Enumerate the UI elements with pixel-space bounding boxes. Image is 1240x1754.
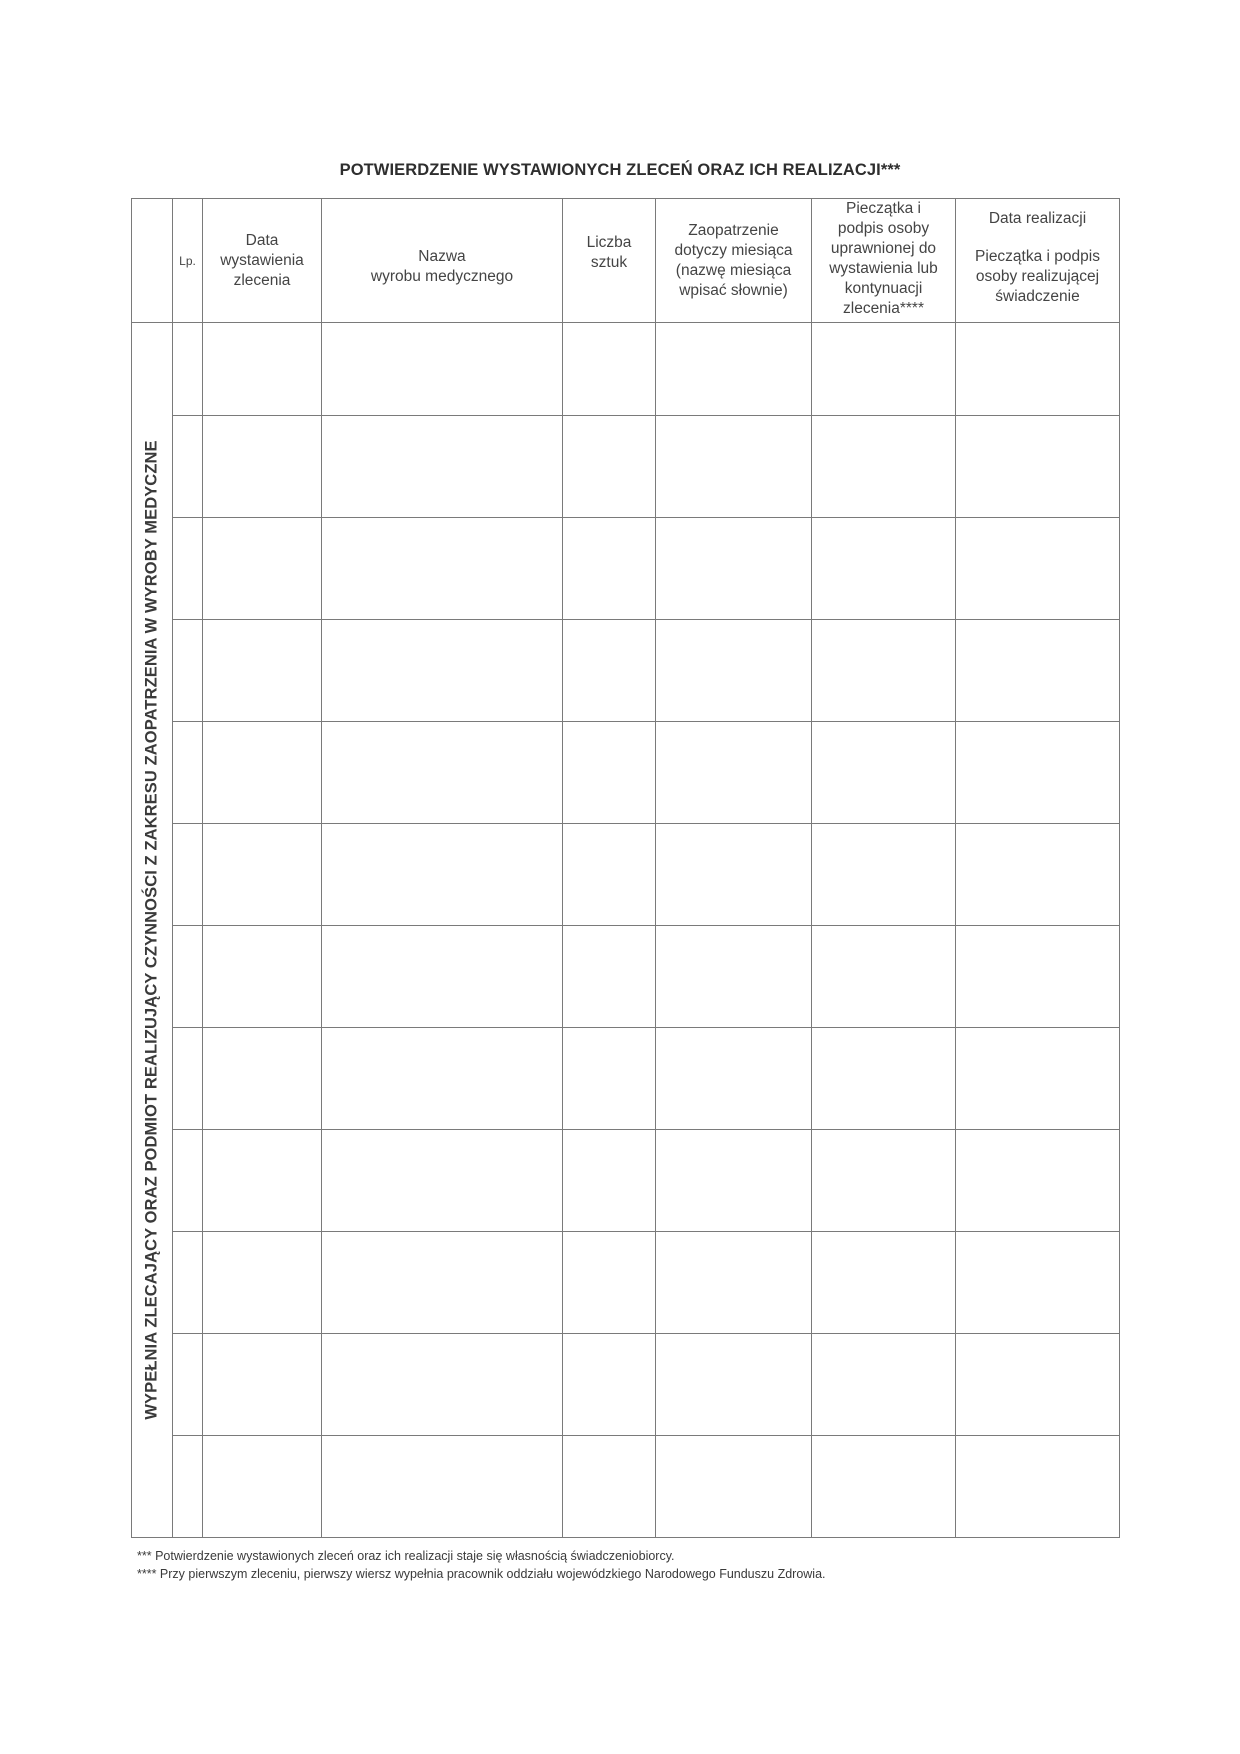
- cell-lp[interactable]: [173, 824, 203, 926]
- cell-zaopatrzenie-miesiac[interactable]: [656, 824, 812, 926]
- cell-zaopatrzenie-miesiac[interactable]: [656, 518, 812, 620]
- table-row: [132, 1028, 1120, 1130]
- cell-pieczatka-zlecajacego[interactable]: [812, 416, 956, 518]
- cell-data-wystawienia[interactable]: [203, 1130, 322, 1232]
- cell-data-wystawienia[interactable]: [203, 722, 322, 824]
- cell-zaopatrzenie-miesiac[interactable]: [656, 416, 812, 518]
- cell-pieczatka-zlecajacego[interactable]: [812, 518, 956, 620]
- cell-lp[interactable]: [173, 518, 203, 620]
- table-row: [132, 1334, 1120, 1436]
- cell-zaopatrzenie-miesiac[interactable]: [656, 620, 812, 722]
- cell-data-realizacji[interactable]: [956, 518, 1120, 620]
- cell-lp[interactable]: [173, 620, 203, 722]
- cell-data-realizacji[interactable]: [956, 824, 1120, 926]
- cell-nazwa-wyrobu[interactable]: [322, 926, 563, 1028]
- cell-zaopatrzenie-miesiac[interactable]: [656, 1130, 812, 1232]
- cell-zaopatrzenie-miesiac[interactable]: [656, 323, 812, 416]
- cell-zaopatrzenie-miesiac[interactable]: [656, 722, 812, 824]
- cell-liczba-sztuk[interactable]: [563, 323, 656, 416]
- cell-lp[interactable]: [173, 323, 203, 416]
- table-row: [132, 824, 1120, 926]
- header-data-wystawienia: Data wystawienia zlecenia: [203, 199, 322, 323]
- cell-zaopatrzenie-miesiac[interactable]: [656, 1334, 812, 1436]
- cell-data-wystawienia[interactable]: [203, 620, 322, 722]
- cell-zaopatrzenie-miesiac[interactable]: [656, 1232, 812, 1334]
- cell-pieczatka-zlecajacego[interactable]: [812, 323, 956, 416]
- footnotes: [137, 1547, 826, 1583]
- side-label-cell: [132, 323, 173, 1538]
- cell-lp[interactable]: [173, 722, 203, 824]
- header-data-realizacji: [956, 199, 1120, 323]
- header-pieczatka-zlecajacego: Pieczątka i podpis osoby uprawnionej do wystawienia lub kontynuacji zlecenia****: [812, 199, 956, 323]
- cell-data-realizacji[interactable]: [956, 1130, 1120, 1232]
- cell-data-realizacji[interactable]: [956, 722, 1120, 824]
- table-row: [132, 620, 1120, 722]
- cell-lp[interactable]: [173, 1334, 203, 1436]
- cell-pieczatka-zlecajacego[interactable]: [812, 926, 956, 1028]
- cell-data-realizacji[interactable]: [956, 416, 1120, 518]
- side-header-blank: [132, 199, 173, 323]
- cell-pieczatka-zlecajacego[interactable]: [812, 722, 956, 824]
- cell-data-wystawienia[interactable]: [203, 1436, 322, 1538]
- header-data-realizacji-label: Data realizacji: [988, 210, 1087, 227]
- cell-lp[interactable]: [173, 1028, 203, 1130]
- cell-liczba-sztuk[interactable]: [563, 518, 656, 620]
- cell-lp[interactable]: [173, 1232, 203, 1334]
- cell-nazwa-wyrobu[interactable]: [322, 1232, 563, 1334]
- cell-nazwa-wyrobu[interactable]: [322, 518, 563, 620]
- cell-pieczatka-zlecajacego[interactable]: [812, 824, 956, 926]
- cell-data-wystawienia[interactable]: [203, 416, 322, 518]
- cell-lp[interactable]: [173, 1436, 203, 1538]
- footnote-1: *** Potwierdzenie wystawionych zleceń oraz ich realizacji staje się własnością świadczeniobiorcy.: [137, 1549, 675, 1563]
- cell-data-wystawienia[interactable]: [203, 323, 322, 416]
- header-zaopatrzenie-miesiac: Zaopatrzenie dotyczy miesiąca (nazwę miesiąca wpisać słownie): [656, 199, 812, 323]
- cell-zaopatrzenie-miesiac[interactable]: [656, 1436, 812, 1538]
- cell-data-realizacji[interactable]: [956, 620, 1120, 722]
- table-row: [132, 416, 1120, 518]
- cell-data-realizacji[interactable]: [956, 926, 1120, 1028]
- cell-lp[interactable]: [173, 926, 203, 1028]
- cell-data-wystawienia[interactable]: [203, 1232, 322, 1334]
- cell-zaopatrzenie-miesiac[interactable]: [656, 926, 812, 1028]
- cell-nazwa-wyrobu[interactable]: [322, 824, 563, 926]
- form-title: POTWIERDZENIE WYSTAWIONYCH ZLECEŃ ORAZ ICH REALIZACJI***: [339, 161, 901, 179]
- cell-lp[interactable]: [173, 1130, 203, 1232]
- cell-liczba-sztuk[interactable]: [563, 1028, 656, 1130]
- header-pieczatka-realizujacego: Pieczątka i podpis osoby realizującej świadczenie: [975, 248, 1100, 305]
- orders-table: [131, 198, 1120, 1538]
- cell-liczba-sztuk[interactable]: [563, 1232, 656, 1334]
- header-nazwa-wyrobu: Nazwa wyrobu medycznego: [322, 199, 563, 323]
- cell-nazwa-wyrobu[interactable]: [322, 1436, 563, 1538]
- cell-data-realizacji[interactable]: [956, 1436, 1120, 1538]
- cell-nazwa-wyrobu[interactable]: [322, 722, 563, 824]
- cell-data-wystawienia[interactable]: [203, 824, 322, 926]
- cell-liczba-sztuk[interactable]: [563, 722, 656, 824]
- header-lp: Lp.: [173, 199, 203, 323]
- header-row: [132, 199, 1120, 323]
- cell-lp[interactable]: [173, 416, 203, 518]
- cell-nazwa-wyrobu[interactable]: [322, 620, 563, 722]
- cell-data-realizacji[interactable]: [956, 323, 1120, 416]
- cell-pieczatka-zlecajacego[interactable]: [812, 1028, 956, 1130]
- cell-data-wystawienia[interactable]: [203, 1334, 322, 1436]
- cell-data-realizacji[interactable]: [956, 1232, 1120, 1334]
- table-row: [132, 518, 1120, 620]
- cell-pieczatka-zlecajacego[interactable]: [812, 1232, 956, 1334]
- cell-pieczatka-zlecajacego[interactable]: [812, 1130, 956, 1232]
- table-row: [132, 722, 1120, 824]
- cell-liczba-sztuk[interactable]: [563, 824, 656, 926]
- table-row: [132, 1436, 1120, 1538]
- cell-nazwa-wyrobu[interactable]: [322, 1130, 563, 1232]
- header-liczba-sztuk: Liczba sztuk: [563, 199, 656, 323]
- table-row: [132, 926, 1120, 1028]
- cell-liczba-sztuk[interactable]: [563, 926, 656, 1028]
- cell-nazwa-wyrobu[interactable]: [322, 416, 563, 518]
- cell-data-realizacji[interactable]: [956, 1028, 1120, 1130]
- table-row: [132, 323, 1120, 416]
- cell-liczba-sztuk[interactable]: [563, 620, 656, 722]
- cell-nazwa-wyrobu[interactable]: [322, 1028, 563, 1130]
- table-row: [132, 1232, 1120, 1334]
- cell-data-wystawienia[interactable]: [203, 926, 322, 1028]
- cell-data-wystawienia[interactable]: [203, 518, 322, 620]
- cell-pieczatka-zlecajacego[interactable]: [812, 1436, 956, 1538]
- cell-liczba-sztuk[interactable]: [563, 1436, 656, 1538]
- cell-liczba-sztuk[interactable]: [563, 1130, 656, 1232]
- table-row: [132, 1130, 1120, 1232]
- cell-liczba-sztuk[interactable]: [563, 416, 656, 518]
- cell-data-wystawienia[interactable]: [203, 1028, 322, 1130]
- cell-zaopatrzenie-miesiac[interactable]: [656, 1028, 812, 1130]
- cell-nazwa-wyrobu[interactable]: [322, 1334, 563, 1436]
- footnote-2: **** Przy pierwszym zleceniu, pierwszy wiersz wypełnia pracownik oddziału wojewódzkiego Narodowego Funduszu Zdrowia.: [137, 1567, 826, 1581]
- cell-pieczatka-zlecajacego[interactable]: [812, 620, 956, 722]
- cell-pieczatka-zlecajacego[interactable]: [812, 1334, 956, 1436]
- cell-nazwa-wyrobu[interactable]: [322, 323, 563, 416]
- cell-data-realizacji[interactable]: [956, 1334, 1120, 1436]
- side-label: WYPEŁNIA ZLECAJĄCY ORAZ PODMIOT REALIZUJĄCY CZYNNOŚCI Z ZAKRESU ZAOPATRZENIA W WYROBY MEDYCZNE: [142, 440, 161, 1420]
- cell-liczba-sztuk[interactable]: [563, 1334, 656, 1436]
